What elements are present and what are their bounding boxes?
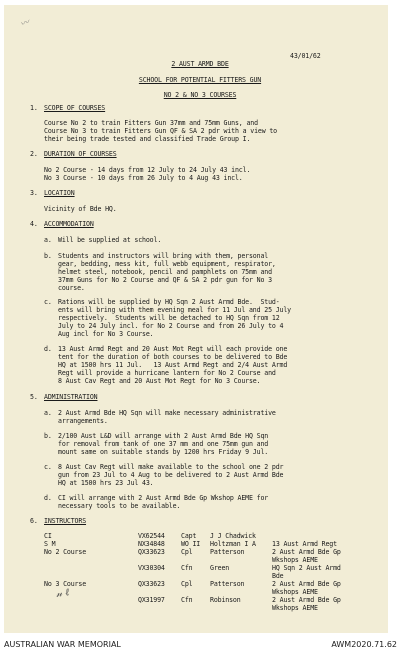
section-3-title: LOCATION [44,189,75,197]
section-4d-line: 13 Aust Armd Regt and 20 Aust Mot Regt will each provide one [58,345,288,353]
section-5d-line: necessary tools to be available. [58,502,181,510]
section-4a-letter: a. [44,236,52,244]
section-2-line: No 2 Course - 14 days from 12 July to 24 July 43 incl. [44,166,251,174]
section-1-number: 1. [30,104,38,112]
section-3-number: 3. [30,189,38,197]
section-5d-letter: d. [44,494,52,502]
instructor-number: QX33623 [138,580,165,588]
section-4b-line: helmet steel, notebook, pencil and pamphlets on 75mm and [58,268,272,276]
section-1-line: Course No 3 to train Fitters Gun QF & SA 2 pdr with a view to [44,127,278,135]
section-4c-line: ents will bring with them evening meal for 11 Jul and 25 July [58,306,292,314]
header-unit: 2 AUST ARMD BDE [171,60,229,68]
section-5c-letter: c. [44,463,52,471]
section-5c-line: 8 Aust Cav Regt will make available to the school one 2 pdr [58,463,284,471]
instructor-name: Patterson [210,580,245,588]
instructor-name: J J Chadwick [210,532,256,540]
instructor-rank: WO II [181,540,201,548]
section-5a-line: 2 Aust Armd Bde HQ Sqn will make necessary administrative [58,409,276,417]
instructor-number: QX31997 [138,596,165,604]
instructor-unit: 13 Aust Armd Regt [272,540,337,548]
instructor-unit: 2 Aust Armd Bde Gp [272,580,341,588]
section-4c-line: respectively. Students will be detached to HQ Sqn from 12 [58,314,280,322]
section-4d-letter: d. [44,345,52,353]
section-4b-line: course. [58,284,85,292]
handwritten-annotation-top: 〰 [19,17,31,31]
instructor-rank: Cpl [181,548,193,556]
instructor-number: QX33623 [138,548,165,556]
section-4d-line: 8 Aust Cav Regt and 20 Aust Mot Regt for No 3 Course. [58,377,261,385]
instructor-rank: Capt [181,532,197,540]
instructor-unit: HQ Sqn 2 Aust Armd [272,564,341,572]
section-4b-line: Students and instructors will bring with them, personal [58,252,269,260]
section-5b-line: for removal from tank of one 37 mm and one 75mm gun and [58,440,269,448]
section-5b-letter: b. [44,432,52,440]
instructor-unit: Wkshops AEME [272,588,318,596]
section-4-number: 4. [30,220,38,228]
section-5b-line: mount same on suitable stands by 1200 hrs Friday 9 Jul. [58,448,269,456]
section-4c-line: Rations will be supplied by HQ Sqn 2 Aust Armd Bde. Stud- [58,298,280,306]
instructor-name: Holtzman I A [210,540,256,548]
section-4a-line: Will be supplied at school. [58,236,162,244]
section-6-number: 6. [30,517,38,525]
instructor-unit: Bde [272,572,284,580]
section-4b-line: gear, bedding, mess kit, full webb equipment, respirator, [58,260,276,268]
section-1-line: their being trade tested and classified Trade Group I. [44,135,251,143]
section-5-number: 5. [30,393,38,401]
instructor-role: CI [44,532,52,540]
document-reference: 43/01/62 [290,52,321,60]
section-5b-line: 2/100 Aust L&D will arrange with 2 Aust Armd Bde HQ Sqn [58,432,269,440]
handwritten-annotation-bottom: 𝓃 ℓ [55,587,71,600]
instructor-number: VX62544 [138,532,165,540]
instructor-unit: Wkshops AEME [272,556,318,564]
instructor-rank: Cpl [181,580,193,588]
header-school: SCHOOL FOR POTENTIAL FITTERS GUN [138,76,262,84]
section-5-title: ADMINISTRATION [44,393,98,401]
section-5d-line: CI will arrange with 2 Aust Armd Bde Gp Wkshop AEME for [58,494,269,502]
section-4d-line: HQ at 1500 hrs 11 Jul. 13 Aust Armd Regt and 2/4 Aust Armd [58,361,288,369]
section-4b-letter: b. [44,252,52,260]
instructor-role: S M [44,540,56,548]
header-courses: NO 2 & NO 3 COURSES [163,91,237,99]
section-2-line: No 3 Course - 10 days from 26 July to 4 Aug 43 incl. [44,174,243,182]
instructor-role: No 2 Course [44,548,87,556]
section-1-line: Course No 2 to train Fitters Gun 37mm and 75mm Guns, and [44,119,258,127]
section-6-title: INSTRUCTORS [44,517,87,525]
section-4c-line: July to 24 July incl. for No 2 Course and from 26 July to 4 [58,322,284,330]
section-4-title: ACCOMMODATION [44,220,94,228]
section-5a-line: arrangements. [58,417,108,425]
section-4c-line: Aug incl for No 3 Course. [58,330,154,338]
section-4b-line: 37mm Guns for No 2 Course and QF & SA 2 pdr gun for No 3 [58,276,272,284]
instructor-name: Patterson [210,548,245,556]
section-4d-line: tent for the duration of both courses to be delivered to Bde [58,353,288,361]
instructor-number: VX30304 [138,564,165,572]
footer-institution: AUSTRALIAN WAR MEMORIAL [4,640,121,649]
instructor-name: Green [210,564,230,572]
section-5c-line: HQ at 1500 hrs 23 Jul 43. [58,479,154,487]
section-4c-letter: c. [44,298,52,306]
section-2-title: DURATION OF COURSES [44,150,117,158]
section-2-number: 2. [30,150,38,158]
section-5a-letter: a. [44,409,52,417]
instructor-role: No 3 Course [44,580,87,588]
instructor-rank: Cfn [181,596,193,604]
section-1-title: SCOPE OF COURSES [44,104,106,112]
section-5c-line: gun from 23 Jul to 4 Aug to be delivered to 2 Aust Armd Bde [58,471,284,479]
section-3-line: Vicinity of Bde HQ. [44,205,117,213]
section-4d-line: Regt will provide a hurricane lantern for No 2 Course and [58,369,276,377]
instructor-number: NX34848 [138,540,165,548]
instructor-rank: Cfn [181,564,193,572]
instructor-name: Robinson [210,596,241,604]
instructor-unit: 2 Aust Armd Bde Gp [272,596,341,604]
footer-accession-number: AWM2020.71.62 [331,640,397,649]
instructor-unit: Wkshops AEME [272,604,318,612]
archive-footer [0,636,401,653]
instructor-unit: 2 Aust Armd Bde Gp [272,548,341,556]
